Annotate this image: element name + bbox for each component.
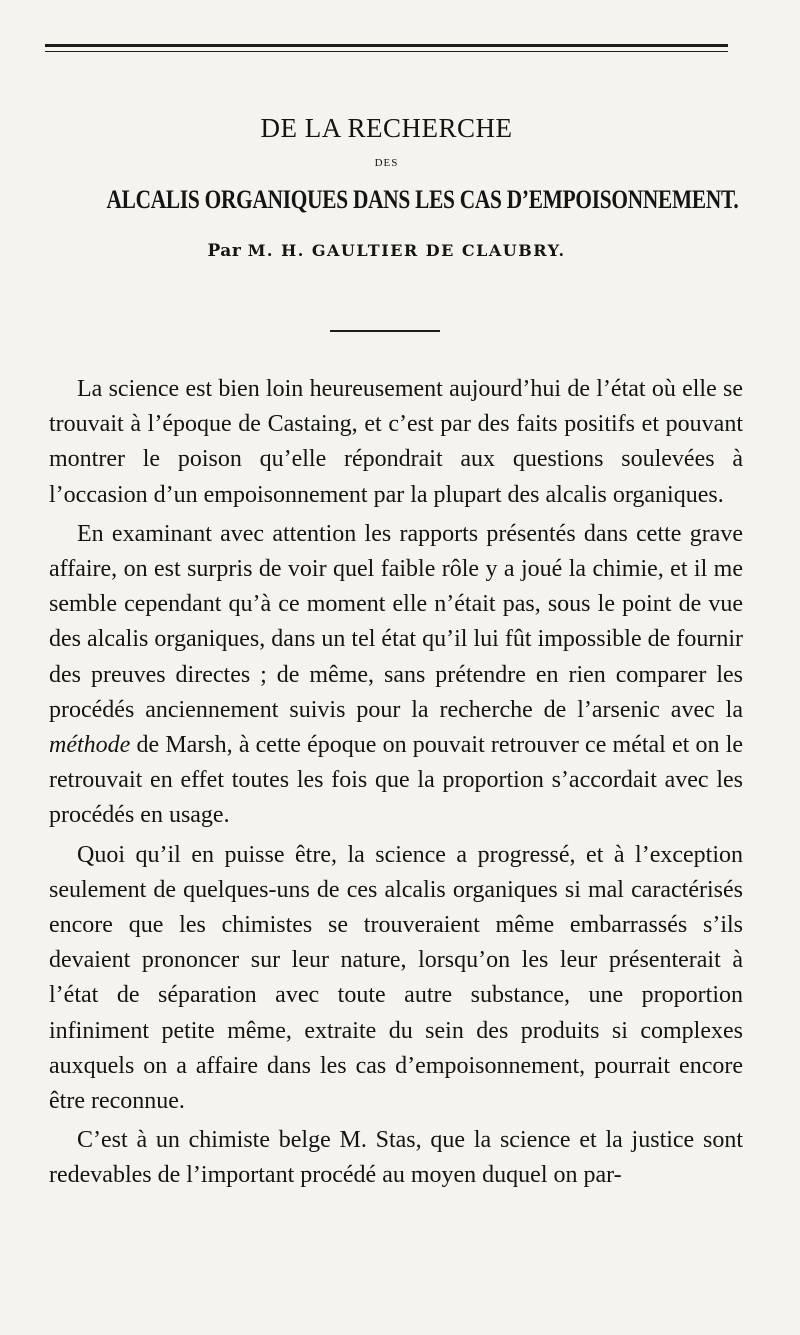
paragraph-1: La science est bien loin heureusement aujourd’hui de l’état où elle se trouvait à l’époque de Castaing, et c’est par des faits positifs et pouvant montrer le poison qu’elle répondrait aux questions soulevées à l’occasion d’un empoisonnement par la plupart des alcalis organiques. — [49, 376, 743, 508]
article-title: DE LA RECHERCHE — [260, 113, 513, 143]
paragraph-2-part-1: En examinant avec attention les rapports présentés dans cette grave affaire, on est surpris de voir quel faible rôle y a joué la chimie, et il me semble cependant qu’à ce moment elle n’était pas, sous le point de vue des alcalis organiques, dans un tel état qu’il lui fût impossible de fournir des preuves directes ; de même, sans prétendre en rien comparer les procédés anciennement suivis pour la recherche de l’arsenic avec la — [49, 520, 743, 723]
article-header — [45, 108, 739, 266]
section-divider — [330, 330, 440, 332]
paragraph-2-emphasis: méthode — [49, 732, 131, 759]
paragraph-2-part-2: de Marsh, à cette époque on pouvait retrouver ce métal et on le retrouvait en effet toutes les fois que la proportion s’accordait avec les procédés en usage. — [49, 732, 744, 829]
author-name: M. H. GAULTIER DE CLAUBRY. — [247, 241, 566, 260]
paragraph-2 — [49, 517, 743, 834]
paragraph-3: Quoi qu’il en puisse être, la science a progressé, et à l’exception seulement de quelques-uns de ces alcalis organiques si mal caractérisés encore que les chimistes se trouveraient même embarrassés s’ils devaient prononcer sur leur nature, lorsqu’on les leur présenterait à l’état de séparation avec toute autre substance, une proportion infiniment petite même, extraite du sein des produits si complexes auxquels on a affaire dans les cas d’empoisonnement, pourrait encore être reconnue. — [49, 841, 743, 1115]
paragraph-4: C’est à un chimiste belge M. Stas, que la science et la justice sont redevables de l’important procédé au moyen duquel on par- — [49, 1127, 743, 1189]
article-subtitle: ALCALIS ORGANIQUES DANS LES CAS D’EMPOISONNEMENT. — [106, 185, 739, 214]
title-connector: DES — [374, 157, 399, 169]
author-line — [45, 236, 728, 266]
article-body — [49, 372, 743, 1194]
author-prefix: Par — [207, 241, 242, 261]
header-double-rule — [45, 44, 728, 52]
